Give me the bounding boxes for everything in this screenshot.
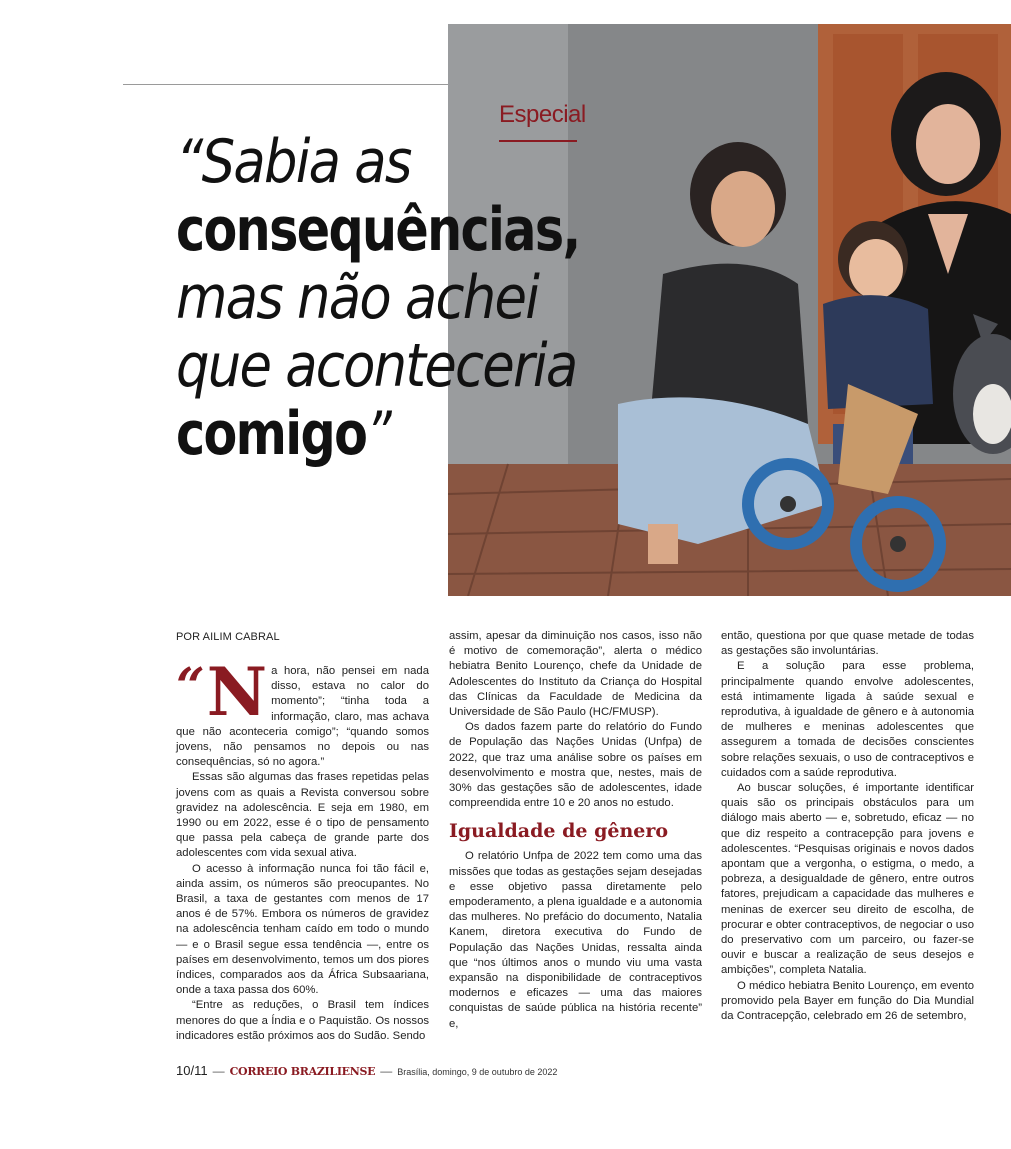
issue-date: Brasília, domingo, 9 de outubro de 2022 bbox=[397, 1067, 558, 1077]
headline-close-quote: ” bbox=[366, 399, 391, 469]
article-column-2 bbox=[449, 629, 702, 1032]
article-column-3 bbox=[721, 629, 974, 1024]
headline-line-3: mas não achei bbox=[176, 263, 539, 333]
newspaper-brand: CORREIO BRAZILIENSE bbox=[229, 1065, 376, 1078]
headline bbox=[176, 128, 626, 468]
drop-cap: N bbox=[206, 653, 268, 731]
headline-line-1: “Sabia as bbox=[176, 127, 411, 197]
article-paragraph: O acesso à informação nunca foi tão fácil e, ainda assim, os números são preocupantes. No Brasil, a taxa de gestantes com menos de 17 anos é de 57%. Embora os números de gravidez na adolescência tenham caído em todo o mundo — e o Brasil segue essa tendência —, entre os países em desenvolvimento, temos um dos piores índices, comparados aos da África Subsaariana, onde a taxa passa dos 60%. bbox=[176, 862, 429, 997]
section-kicker: Especial bbox=[499, 101, 586, 128]
byline: POR AILIM CABRAL bbox=[176, 631, 280, 643]
page-footer bbox=[176, 1063, 557, 1078]
article-paragraph: O relatório Unfpa de 2022 tem como uma das missões que todas as gestações sejam desejadas e esse objetivo passa diretamente pelo empoderamento, a plena igualdade e a autonomia das mulheres. No prefácio do documento, Natalia Kanem, diretora executiva do Fundo de População das Nações Unidas, ressalta ainda que “nos últimos anos o mundo viu uma vasta expansão na disponibilidade de contraceptivos modernos e eficazes — uma das maiores conquistas de saúde pública na história recente” e, bbox=[449, 850, 702, 1030]
article-paragraph bbox=[176, 653, 429, 770]
article-paragraph: Essas são algumas das frases repetidas pelas jovens com as quais a Revista conversou sobre gravidez na adolescência. E seja em 1980, em 1990 ou em 2022, esse é o tipo de pensamento que passa pela cabeça de grande parte dos adolescentes com vida sexual ativa. bbox=[176, 771, 429, 860]
drop-quote-mark: “ bbox=[176, 656, 205, 715]
article-paragraph: “Entre as reduções, o Brasil tem índices menores do que a Índia e o Paquistão. Os nossos indicadores estão próximos aos do Sudão. Sendo bbox=[176, 999, 429, 1042]
footer-dash: — bbox=[212, 1064, 225, 1078]
headline-line-4: que aconteceria bbox=[176, 331, 577, 401]
paragraph-text: a hora, não pensei em nada disso, estava no calor do momento”; “tinha toda a informação, claro, mas achava que não aconteceria comigo”; “quando somos jovens, não pensamos no depois ou nas consequências, só no agora.” bbox=[176, 665, 429, 769]
article-paragraph: assim, apesar da diminuição nos casos, isso não é motivo de comemoração”, alerta o médico hebiatra Benito Lourenço, chefe da Unidade de Adolescentes do Instituto da Criança do Hospital das Clínicas da Faculdade de Medicina da Universidade de São Paulo (HC/FMUSP). bbox=[449, 630, 702, 719]
headline-line-5-text: comigo bbox=[176, 399, 367, 469]
top-rule bbox=[123, 84, 453, 85]
footer-dash: — bbox=[380, 1064, 393, 1078]
article-paragraph: Ao buscar soluções, é importante identificar quais são os principais obstáculos para um diálogo mais aberto — e, sobretudo, eficaz — no que diz respeito a contracepção para jovens e adolescentes. “Pesquisas originais e novos dados apontam que a vergonha, o estigma, o medo, a pobreza, a desigualdade de gênero, entre outros fatores, prejudicam a capacidade das mulheres e meninas de exercer seu direito de escolha, de procurar e obter contraceptivos, de negociar o uso do preservativo com um parceiro, ou fazer-se ouvir e buscar a realização de seus desejos e ambições”, completa Natalia. bbox=[721, 782, 974, 977]
headline-line-2: consequências, bbox=[176, 195, 580, 265]
headline-line-5 bbox=[176, 400, 545, 468]
page-number: 10/11 bbox=[176, 1063, 208, 1078]
article-paragraph: Os dados fazem parte do relatório do Fundo de População das Nações Unidas (Unfpa) de 2022, que traz uma análise sobre os países em desenvolvimento e mostra que, nestes, mais de 30% das gestações são de adolescentes, idade compreendida entre 10 e 20 anos no estudo. bbox=[449, 721, 702, 810]
article-paragraph: E a solução para esse problema, principalmente quando envolve adolescentes, está intimamente ligada à saúde sexual e reprodutiva, à igualdade de gênero e à autonomia de mulheres e meninas adolescentes que assegurem a tomada de decisões conscientes sobre relações sexuais, o uso de contraceptivos e cuidados com a saúde reprodutiva. bbox=[721, 660, 974, 779]
subhead: Igualdade de gênero bbox=[449, 820, 669, 843]
article-paragraph: O médico hebiatra Benito Lourenço, em evento promovido pela Bayer em função do Dia Mundial da Contracepção, celebrado em 26 de setembro, bbox=[721, 979, 974, 1023]
article-column-1 bbox=[176, 653, 429, 1044]
article-paragraph: então, questiona por que quase metade de todas as gestações são involuntárias. bbox=[721, 630, 974, 658]
